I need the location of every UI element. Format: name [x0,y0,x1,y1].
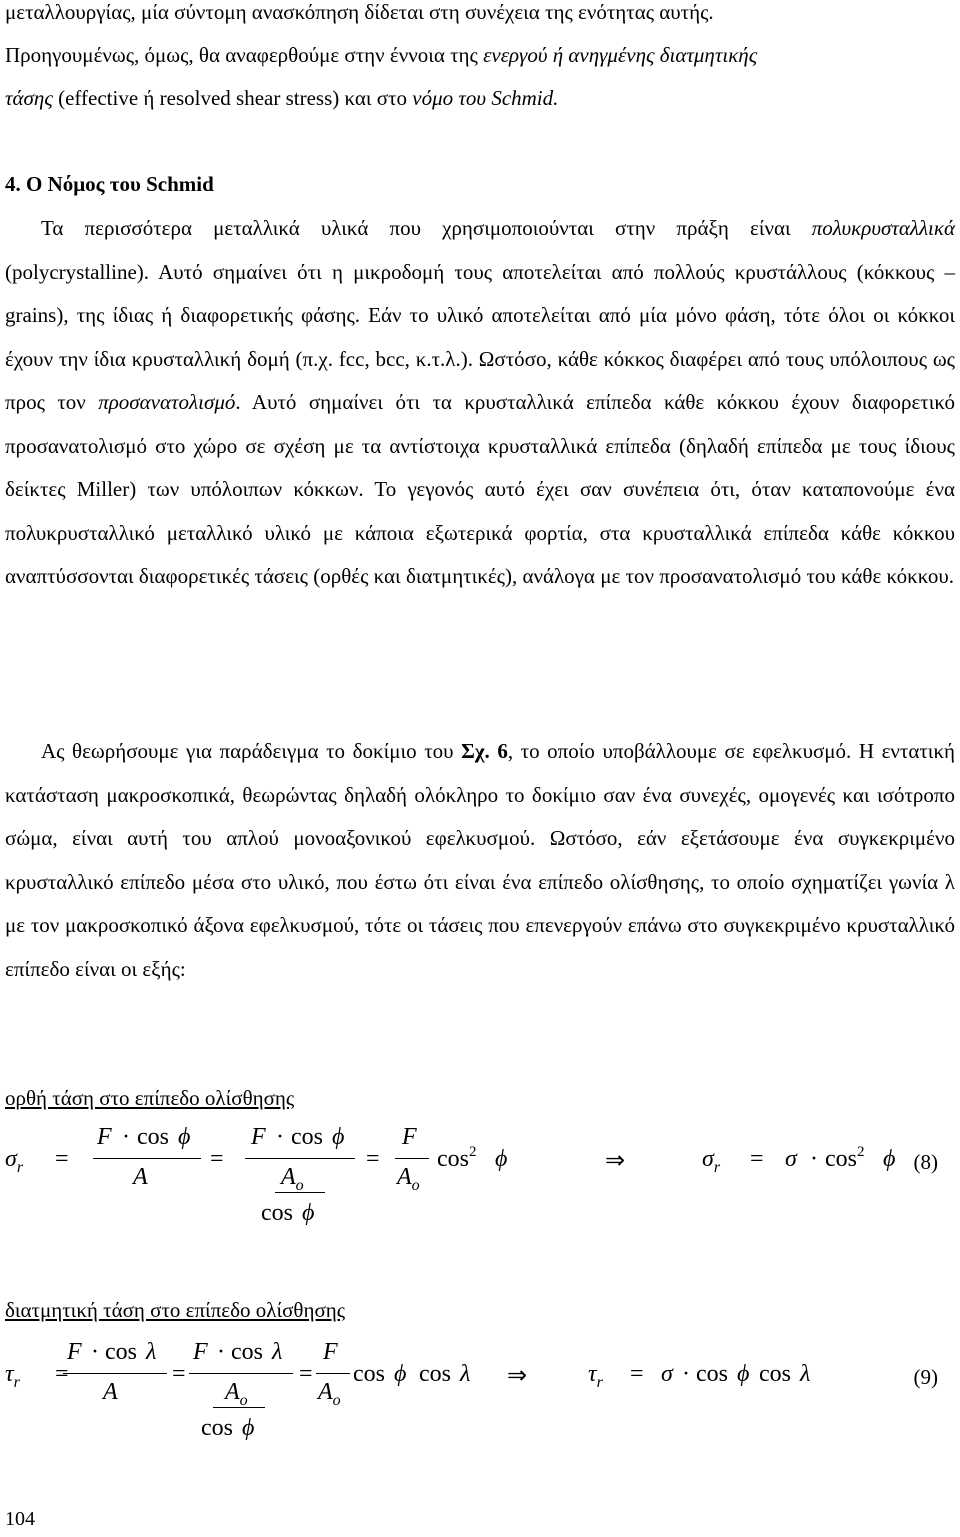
section-heading: 4. Ο Νόμος του Schmid [5,172,214,196]
intro-line-2: Προηγουμένως, όμως, θα αναφερθούμε στην έννοια της ενεργού ή ανηγμένης διατμητικής [5,43,758,67]
equation-8: $\sigma_r$ = F · cos ϕ A = F · cos ϕ $A_o$ cos ϕ = F $A_o$ $\cos^2$ ϕ ⇒ $\sigma_r$ = σ · $\cos^2$ ϕ (8) [5,1124,938,1226]
equation-9-number: (9) [913,1365,938,1389]
shear-stress-label: διατμητική τάση στο επίπεδο ολίσθησης [5,1298,346,1322]
page-number: 104 [5,1508,35,1530]
paragraph-1: Τα περισσότερα μεταλλικά υλικά που χρησιμοποιούνται στην πράξη είναι πολυκρυσταλλικά (polycrystalline). Αυτό σημαίνει ότι η μικροδομή τους αποτελείται από πολλούς κρυστάλλους (κόκκους – grains), της ίδιας ή διαφορετικής φάσης. Εάν το υλικό αποτελείται από μία μόνο φάση, τότε όλοι οι κόκκοι έχουν την ίδια κρυσταλλική δομή (π.χ. fcc, bcc, κ.τ.λ.). Ωστόσο, κάθε κόκκος διαφέρει από τους υπόλοιπους ως προς τον προσανατολισμό. Αυτό σημαίνει ότι τα κρυσταλλικά επίπεδα κάθε κόκκου έχουν διαφορετικό προσανατολισμό στο χώρο σε σχέση με τα αντίστοιχα κρυσταλλικά επίπεδα (δηλαδή επίπεδα με τους ίδιους δείκτες Miller) των υπόλοιπων κόκκων. Το γεγονός αυτό έχει σαν συνέπεια ότι, όταν καταπονούμε ένα πολυκρυσταλλικό μεταλλικό υλικό με κάποια εξωτερικά φορτία, στα κρυσταλλικά επίπεδα κάθε κόκκου αναπτύσσονται διαφορετικές τάσεις (ορθές και διατμητικές), ανάλογα με τον προσανατολισμό του κάθε κόκκου. [5,216,955,588]
normal-stress-label: ορθή τάση στο επίπεδο ολίσθησης [5,1086,295,1110]
intro-line-1: μεταλλουργίας, μία σύντομη ανασκόπηση δίδεται στη συνέχεια της ενότητας αυτής. [5,0,714,24]
equation-9: $\tau_r$ = F · cos λ A = F · cos λ $A_o$ cos ϕ = F $A_o$ cos ϕ cos λ ⇒ $\tau_r$ = σ · cos ϕ cos λ (9) [5,1339,938,1441]
equation-8-number: (8) [913,1150,938,1174]
paragraph-2: Ας θεωρήσουμε για παράδειγμα το δοκίμιο του Σχ. 6, το οποίο υποβάλλουμε σε εφελκυσμό. Η εντατική κατάσταση μακροσκοπικά, θεωρώντας δηλαδή ολόκληρο το δοκίμιο σαν ένα συνεχές, ομογενές και ισότροπο σώμα, είναι αυτή του απλού μονοαξονικού εφελκυσμού. Ωστόσο, εάν εξετάσουμε ένα συγκεκριμένο κρυσταλλικό επίπεδο μέσα στο υλικό, που έστω ότι είναι ένα επίπεδο ολίσθησης, το οποίο σχηματίζει γωνία λ με τον μακροσκοπικό άξονα εφελκυσμού, τότε οι τάσεις που επενεργούν επάνω στο συγκεκριμένο κρυσταλλικό επίπεδο είναι οι εξής: [5,739,956,981]
intro-line-3: τάσης (effective ή resolved shear stress) και στο νόμο του Schmid. [5,86,559,110]
